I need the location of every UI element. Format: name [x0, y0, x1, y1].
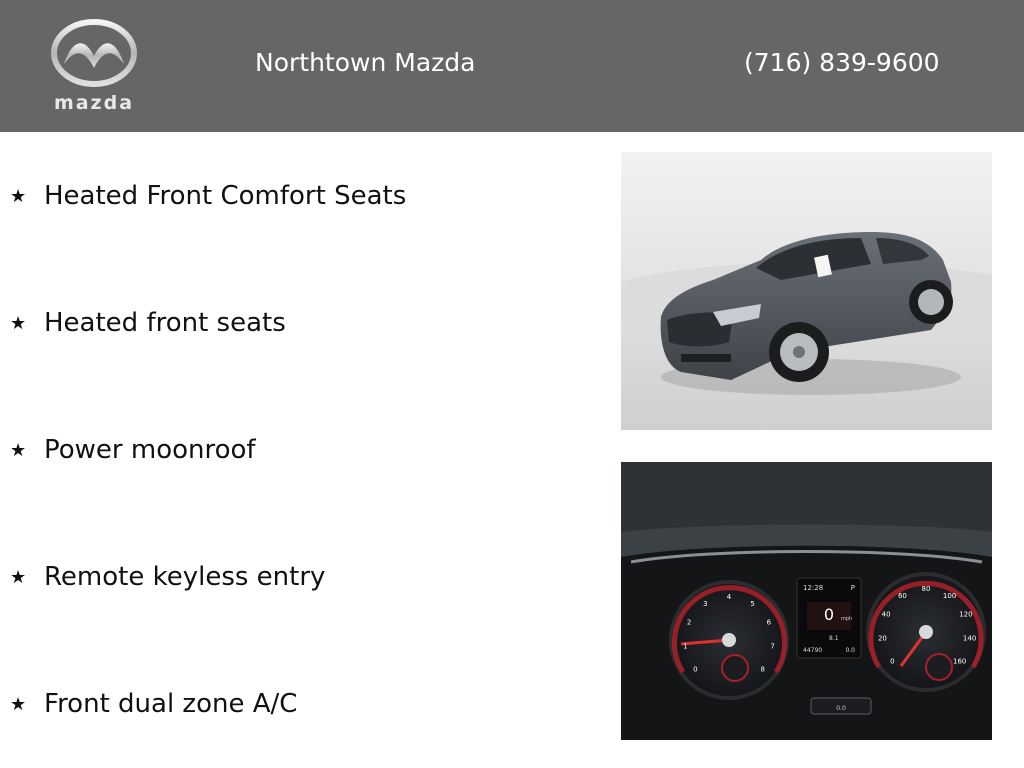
star-icon: ★	[10, 439, 27, 461]
tach-label: 6	[766, 618, 772, 627]
instrument-cluster-icon	[621, 462, 992, 740]
dash-trip: 8.1	[829, 635, 839, 642]
dash-clock: 12:28	[803, 584, 824, 592]
speedo-label: 0	[890, 657, 895, 666]
tach-label: 7	[770, 642, 775, 651]
tach-label: 8	[760, 665, 765, 674]
tach-label: 5	[750, 599, 755, 608]
mazda-emblem-icon	[50, 18, 138, 88]
brand-wordmark: mazda	[53, 92, 135, 114]
feature-label: Power moonroof	[44, 435, 256, 465]
tach-label: 0	[693, 665, 698, 674]
tach-label: 3	[703, 599, 708, 608]
dashboard-photo[interactable]	[621, 462, 992, 740]
star-icon: ★	[10, 185, 27, 207]
dash-gear: P	[850, 584, 855, 592]
dealer-name: Northtown Mazda	[255, 48, 476, 77]
speedo-label: 160	[953, 657, 967, 666]
list-item	[10, 684, 297, 724]
list-item	[10, 303, 286, 343]
dash-speed-unit: mph	[841, 616, 853, 622]
list-item	[10, 176, 406, 216]
car-icon	[621, 152, 992, 430]
list-item	[10, 430, 256, 470]
tach-label: 2	[686, 618, 692, 627]
feature-label: Front dual zone A/C	[44, 689, 298, 719]
list-item	[10, 557, 325, 597]
dash-vent-readout: 0.0	[836, 705, 846, 712]
tach-label: 1	[683, 642, 688, 651]
speedo-label: 80	[921, 585, 931, 593]
speedo-label: 140	[962, 634, 977, 643]
feature-label: Remote keyless entry	[44, 562, 326, 592]
feature-label: Heated front seats	[44, 308, 286, 338]
speedo-label: 120	[959, 610, 973, 619]
speedo-label: 100	[942, 591, 957, 600]
speedo-label: 20	[877, 634, 887, 643]
dash-display-value: 0.0	[845, 647, 855, 654]
site-header	[0, 0, 1024, 132]
star-icon: ★	[10, 566, 27, 588]
mazda-logo[interactable]	[42, 18, 146, 114]
car-photo[interactable]	[621, 152, 992, 430]
speedo-label: 40	[881, 610, 891, 619]
speedo-label: 60	[897, 591, 907, 600]
dealer-phone[interactable]: (716) 839-9600	[744, 48, 940, 77]
feature-label: Heated Front Comfort Seats	[44, 181, 407, 211]
dash-speed: 0	[823, 605, 835, 624]
dash-odometer: 44790	[803, 647, 823, 654]
star-icon: ★	[10, 693, 27, 715]
star-icon: ★	[10, 312, 27, 334]
tach-label: 4	[726, 593, 732, 601]
